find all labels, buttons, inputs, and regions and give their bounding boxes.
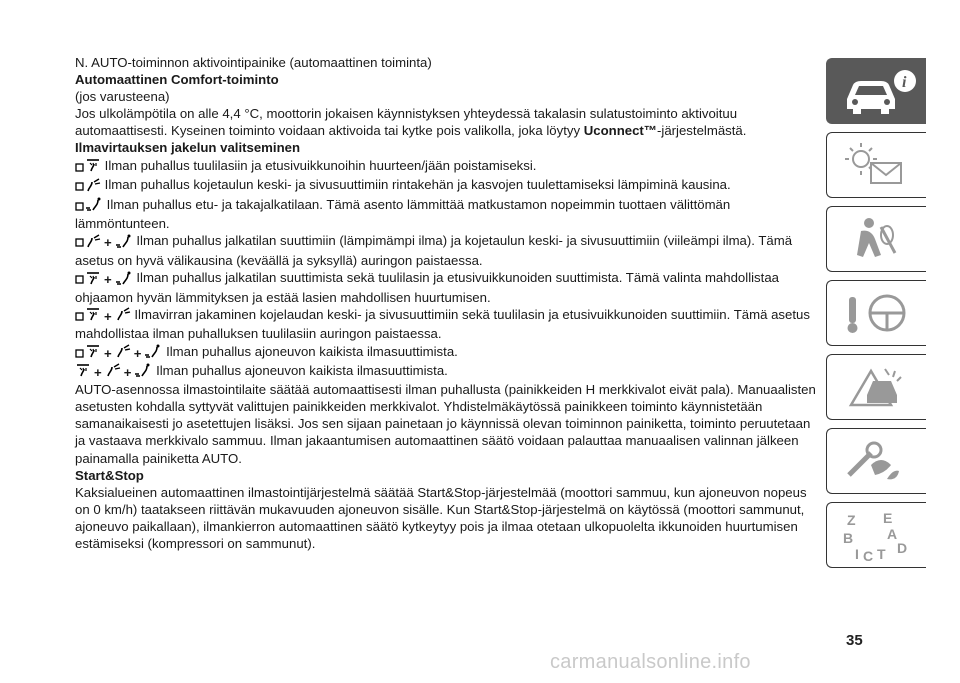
feet-airflow-icon — [85, 197, 103, 215]
face-airflow-icon — [105, 363, 121, 381]
face-airflow-icon — [115, 344, 131, 362]
svg-text:B: B — [843, 530, 854, 546]
heading-comfort: Automaattinen Comfort-toiminto — [75, 72, 279, 88]
face-airflow-icon — [85, 234, 101, 252]
list-item: Ilman puhallus tuulilasiin ja etusivuikkunoihin huurteen/jään poistamiseksi. — [75, 157, 823, 177]
tab-index[interactable] — [826, 502, 926, 568]
plus-sign: + — [94, 364, 102, 380]
list-item: + + Ilman puhallus ajoneuvon kaikista ilmasuuttimista. — [75, 343, 823, 363]
tab-car-info[interactable] — [826, 58, 926, 124]
section-title: N. AUTO-toiminnon aktivointipainike (automaattinen toiminta) — [75, 55, 432, 70]
list-item: Ilman puhallus etu- ja takajalkatilaan. Tämä asento lämmittää matkustamon nopeimmin tuottaen välittömän lämmöntunteen. — [75, 196, 731, 232]
chapter-tabs — [826, 58, 928, 576]
steering-wheel-icon — [841, 287, 921, 341]
qualifier: (jos varusteena) — [75, 89, 170, 105]
manual-text — [75, 54, 823, 552]
bullet-icon — [75, 198, 84, 215]
paragraph-auto: AUTO-asennossa ilmastointilaite säätää automaattisesti ilman puhallusta (painikkeiden H merkkivalot eivät pala). Manuaalisten asetusten kohdalla syttyvät valittujen painikkeiden merkkivalot. Yhdistelmäkäytössä painikkeen toiminto käynnistetään samanaikaisesti jo asetettujen lisäksi. Jos sen sijaan painetaan jo käynnissä olevan toiminnon painiketta, toiminto peruutetaan ja vastaava merkkivalo sammuu. Ilman jakaantumisen automaattinen säätö voidaan palauttaa manuaalisen valinnan jälkeen painamalla painiketta AUTO. — [75, 382, 816, 466]
bullet-icon — [75, 178, 84, 195]
bullet-icon — [75, 234, 84, 251]
plus-sign: + — [104, 308, 112, 324]
face-airflow-icon — [85, 178, 101, 196]
tab-steering[interactable] — [826, 280, 926, 346]
tab-service[interactable] — [826, 428, 926, 494]
svg-text:i: i — [902, 74, 907, 91]
index-letters-icon — [841, 509, 921, 563]
tab-road-emergency[interactable] — [826, 354, 926, 420]
bullet-icon — [75, 345, 84, 362]
feet-airflow-icon — [115, 271, 133, 289]
heading-distribution: Ilmavirtauksen jakelun valitseminen — [75, 140, 301, 156]
svg-text:A: A — [887, 526, 898, 542]
heading-startstop: Start&Stop — [75, 467, 144, 483]
windscreen-airflow-icon — [85, 271, 101, 289]
tab-airbag[interactable] — [826, 206, 926, 272]
plus-sign: + — [104, 345, 112, 361]
plus-sign: + — [104, 272, 112, 288]
list-item: + Ilmavirran jakaminen kojelaudan keski- ja sivusuuttimiin sekä tuulilasin ja etusivuikkunoiden suuttimiin. Tämä asetus mahdollistaa ilman puhalluksen tuulilasiin auringon paistaessa. — [75, 306, 810, 342]
list-item: + Ilman puhallus jalkatilan suuttimiin (lämpimämpi ilma) ja kojetaulun keski- ja sivusuuttimiin (viileämpi ilma). Tämä asetus on hyvä välikausina (keväällä ja syksyllä) auringon paistaessa. — [75, 233, 793, 269]
paragraph-startstop: Kaksialueinen automaattinen ilmastointijärjestelmä säätää Start&Stop-järjestelmää (moottori sammuu, kun ajoneuvon nopeus on 0 km/h) taatakseen riittävän mukavuuden ajoneuvon sisälle. Kun Start&Stop-järjestelmä on käytössä (moottori sammunut, ajoneuvo paikallaan), ilmankierron automaattinen säätö kytkeytyy pois ja ilmaa otetaan ulkopuolelta ikkunoiden huurtumisen estämiseksi (kompressori on sammunut). — [75, 484, 807, 552]
warning-lights-icon — [841, 139, 921, 193]
page-number: 35 — [846, 632, 863, 649]
face-airflow-icon — [115, 307, 131, 325]
svg-text:I: I — [855, 546, 859, 562]
svg-text:Z: Z — [847, 512, 856, 528]
list-item: + Ilman puhallus jalkatilan suuttimista sekä tuulilasin ja etusivuikkunoiden suuttimista. Tämä valinta mahdollistaa ohjaamon hyvän lämmityksen ja estää lasien mahdollisen huurtumisen. — [75, 270, 779, 305]
airbag-icon — [841, 213, 921, 267]
paragraph-comfort: Jos ulkolämpötila on alle 4,4 °C, moottorin jokaisen käynnistyksen yhteydessä takalasin sulatustoiminto aktivoituu automaattisesti. Kyseinen toiminto voidaan aktivoida tai kytke pois valikolla, joka löytyy Uconnect™-järjestelmästä. — [75, 106, 747, 139]
uconnect-brand: Uconnect™ — [583, 123, 657, 139]
bullet-icon — [75, 308, 84, 325]
car-info-icon — [841, 65, 921, 119]
watermark: carmanualsonline.info — [550, 651, 751, 673]
plus-sign: + — [133, 345, 142, 361]
svg-text:C: C — [863, 548, 874, 563]
list-item: Ilman puhallus kojetaulun keski- ja sivusuuttimiin rintakehän ja kasvojen tuulettamiseksi lämpiminä kausina. — [75, 176, 823, 196]
feet-airflow-icon — [144, 344, 162, 362]
bullet-icon — [75, 159, 84, 176]
feet-airflow-icon — [134, 363, 152, 381]
windscreen-airflow-icon — [85, 307, 101, 325]
tab-warning-lights[interactable] — [826, 132, 926, 198]
feet-airflow-icon — [115, 234, 133, 252]
svg-text:D: D — [897, 540, 908, 556]
windscreen-airflow-icon — [85, 158, 101, 176]
svg-text:E: E — [883, 510, 893, 526]
list-item: + + Ilman puhallus ajoneuvon kaikista ilmasuuttimista. — [75, 362, 823, 381]
bullet-icon — [75, 271, 84, 288]
plus-sign: + — [104, 235, 112, 251]
road-emergency-icon — [841, 361, 921, 415]
svg-text:T: T — [877, 546, 886, 562]
plus-sign: + — [123, 364, 132, 380]
windscreen-airflow-icon — [75, 363, 91, 381]
windscreen-airflow-icon — [85, 344, 101, 362]
service-maintenance-icon — [841, 435, 921, 489]
